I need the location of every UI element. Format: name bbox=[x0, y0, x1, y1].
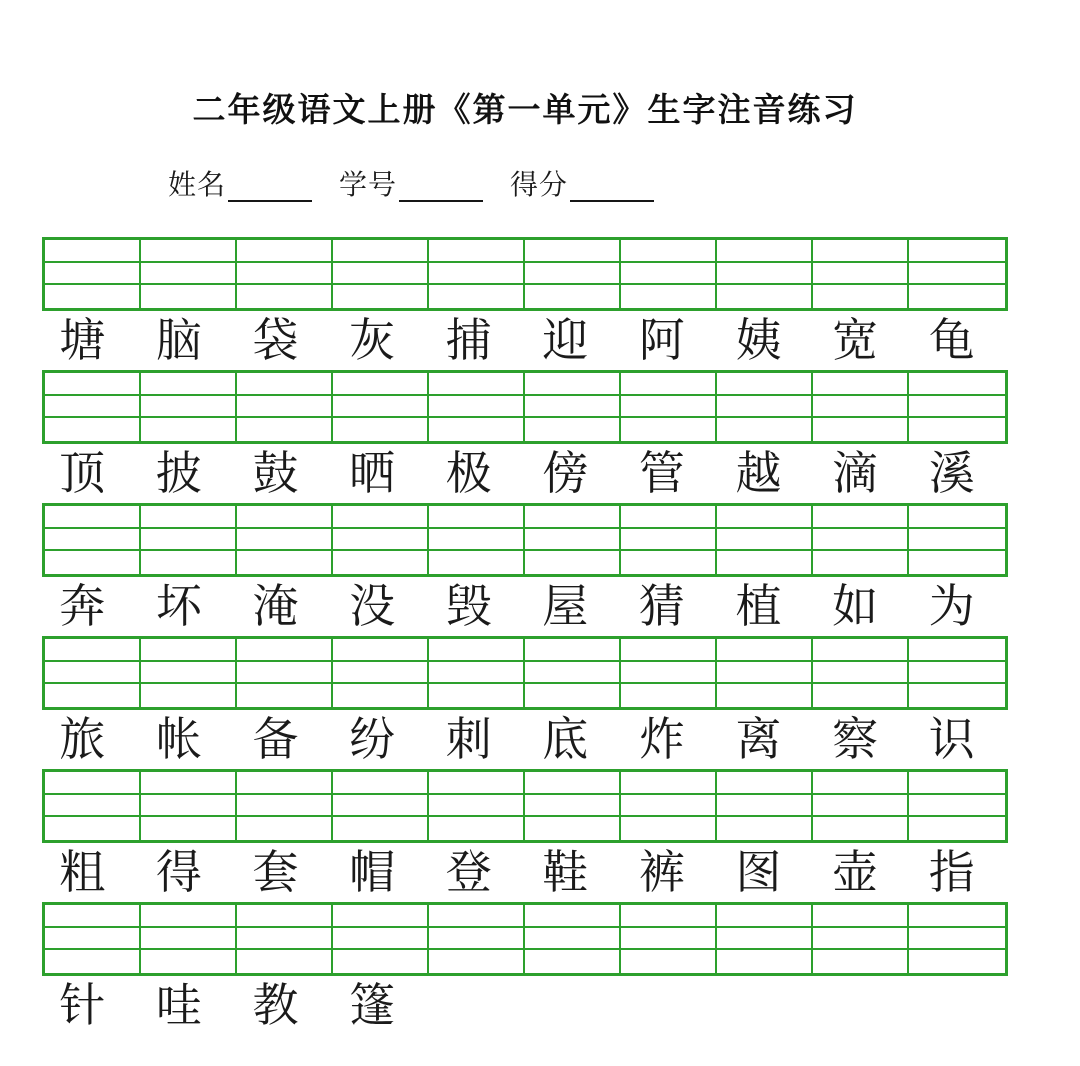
pinyin-cell[interactable] bbox=[237, 928, 333, 951]
pinyin-cell[interactable] bbox=[813, 263, 909, 286]
pinyin-cell[interactable] bbox=[333, 285, 429, 308]
pinyin-cell[interactable] bbox=[237, 418, 333, 441]
pinyin-cell[interactable] bbox=[45, 950, 141, 973]
character: 帽 bbox=[349, 845, 396, 899]
pinyin-cell[interactable] bbox=[525, 506, 621, 529]
pinyin-cell[interactable] bbox=[333, 950, 429, 973]
pinyin-cell[interactable] bbox=[429, 662, 525, 685]
student-id-label: 学号 bbox=[339, 168, 398, 201]
pinyin-cell[interactable] bbox=[429, 373, 525, 396]
info-line bbox=[168, 168, 681, 202]
pinyin-cell[interactable] bbox=[813, 418, 909, 441]
pinyin-cell[interactable] bbox=[621, 551, 717, 574]
pinyin-cell[interactable] bbox=[429, 795, 525, 818]
character: 坏 bbox=[155, 579, 202, 633]
pinyin-cell[interactable] bbox=[717, 928, 813, 951]
pinyin-cell[interactable] bbox=[909, 684, 1005, 707]
character: 披 bbox=[155, 446, 202, 500]
character: 针 bbox=[59, 978, 106, 1032]
pinyin-cell[interactable] bbox=[333, 905, 429, 928]
pinyin-cell[interactable] bbox=[141, 418, 237, 441]
pinyin-cell[interactable] bbox=[621, 662, 717, 685]
pinyin-cell[interactable] bbox=[333, 551, 429, 574]
pinyin-cell[interactable] bbox=[333, 263, 429, 286]
pinyin-cell[interactable] bbox=[909, 817, 1005, 840]
character: 越 bbox=[735, 446, 782, 500]
character: 植 bbox=[735, 579, 782, 633]
pinyin-cell[interactable] bbox=[333, 662, 429, 685]
score-blank[interactable] bbox=[570, 169, 654, 202]
character: 壶 bbox=[832, 845, 879, 899]
pinyin-cell[interactable] bbox=[813, 795, 909, 818]
score-field bbox=[510, 168, 654, 202]
pinyin-cell[interactable] bbox=[141, 551, 237, 574]
pinyin-cell[interactable] bbox=[333, 772, 429, 795]
pinyin-cell[interactable] bbox=[429, 529, 525, 552]
pinyin-cell[interactable] bbox=[717, 529, 813, 552]
pinyin-cell[interactable] bbox=[429, 639, 525, 662]
pinyin-writing-grid bbox=[42, 237, 1008, 311]
pinyin-cell[interactable] bbox=[237, 529, 333, 552]
pinyin-cell[interactable] bbox=[45, 662, 141, 685]
pinyin-cell[interactable] bbox=[717, 817, 813, 840]
pinyin-cell[interactable] bbox=[909, 639, 1005, 662]
pinyin-cell[interactable] bbox=[525, 396, 621, 419]
pinyin-cell[interactable] bbox=[525, 684, 621, 707]
practice-block bbox=[42, 503, 1008, 636]
practice-block bbox=[42, 902, 1008, 1035]
character: 极 bbox=[445, 446, 492, 500]
pinyin-cell[interactable] bbox=[525, 285, 621, 308]
character: 离 bbox=[735, 712, 782, 766]
character-row bbox=[34, 843, 1000, 902]
pinyin-cell[interactable] bbox=[525, 795, 621, 818]
pinyin-writing-grid bbox=[42, 769, 1008, 843]
pinyin-cell[interactable] bbox=[237, 240, 333, 263]
pinyin-cell[interactable] bbox=[525, 662, 621, 685]
pinyin-cell[interactable] bbox=[237, 795, 333, 818]
pinyin-cell[interactable] bbox=[717, 684, 813, 707]
character: 宽 bbox=[832, 313, 879, 367]
pinyin-cell[interactable] bbox=[237, 263, 333, 286]
pinyin-cell[interactable] bbox=[429, 240, 525, 263]
pinyin-cell[interactable] bbox=[909, 662, 1005, 685]
pinyin-cell[interactable] bbox=[237, 684, 333, 707]
practice-block bbox=[42, 237, 1008, 370]
pinyin-cell[interactable] bbox=[621, 418, 717, 441]
character: 滴 bbox=[832, 446, 879, 500]
character bbox=[903, 976, 1000, 1035]
pinyin-cell[interactable] bbox=[237, 551, 333, 574]
pinyin-cell[interactable] bbox=[909, 928, 1005, 951]
pinyin-cell[interactable] bbox=[717, 285, 813, 308]
pinyin-cell[interactable] bbox=[813, 928, 909, 951]
pinyin-cell[interactable] bbox=[909, 396, 1005, 419]
pinyin-cell[interactable] bbox=[717, 772, 813, 795]
student-id-field bbox=[339, 168, 483, 202]
pinyin-cell[interactable] bbox=[45, 639, 141, 662]
pinyin-cell[interactable] bbox=[717, 551, 813, 574]
pinyin-cell[interactable] bbox=[621, 817, 717, 840]
pinyin-cell[interactable] bbox=[621, 905, 717, 928]
pinyin-cell[interactable] bbox=[141, 817, 237, 840]
pinyin-cell[interactable] bbox=[141, 506, 237, 529]
pinyin-writing-grid bbox=[42, 636, 1008, 710]
character: 袋 bbox=[252, 313, 299, 367]
character: 篷 bbox=[349, 978, 396, 1032]
pinyin-cell[interactable] bbox=[813, 396, 909, 419]
character: 塘 bbox=[59, 313, 106, 367]
pinyin-cell[interactable] bbox=[717, 418, 813, 441]
name-blank[interactable] bbox=[228, 169, 312, 202]
pinyin-cell[interactable] bbox=[333, 373, 429, 396]
character: 纷 bbox=[349, 712, 396, 766]
pinyin-cell[interactable] bbox=[333, 240, 429, 263]
pinyin-cell[interactable] bbox=[525, 772, 621, 795]
pinyin-cell[interactable] bbox=[333, 506, 429, 529]
pinyin-cell[interactable] bbox=[237, 817, 333, 840]
pinyin-cell[interactable] bbox=[909, 240, 1005, 263]
character: 溪 bbox=[928, 446, 975, 500]
pinyin-cell[interactable] bbox=[45, 905, 141, 928]
pinyin-cell[interactable] bbox=[813, 373, 909, 396]
character: 登 bbox=[445, 845, 492, 899]
character: 淹 bbox=[252, 579, 299, 633]
pinyin-cell[interactable] bbox=[45, 240, 141, 263]
character: 鞋 bbox=[542, 845, 589, 899]
pinyin-cell[interactable] bbox=[429, 396, 525, 419]
pinyin-cell[interactable] bbox=[813, 817, 909, 840]
pinyin-cell[interactable] bbox=[813, 772, 909, 795]
pinyin-cell[interactable] bbox=[717, 662, 813, 685]
pinyin-cell[interactable] bbox=[333, 684, 429, 707]
pinyin-cell[interactable] bbox=[333, 795, 429, 818]
pinyin-cell[interactable] bbox=[717, 263, 813, 286]
character: 图 bbox=[735, 845, 782, 899]
pinyin-cell[interactable] bbox=[909, 373, 1005, 396]
pinyin-cell[interactable] bbox=[45, 506, 141, 529]
pinyin-cell[interactable] bbox=[333, 817, 429, 840]
pinyin-cell[interactable] bbox=[525, 905, 621, 928]
pinyin-cell[interactable] bbox=[621, 529, 717, 552]
pinyin-cell[interactable] bbox=[141, 263, 237, 286]
score-label: 得分 bbox=[510, 168, 569, 201]
pinyin-cell[interactable] bbox=[909, 285, 1005, 308]
pinyin-cell[interactable] bbox=[909, 263, 1005, 286]
character: 猜 bbox=[638, 579, 685, 633]
character: 奔 bbox=[59, 579, 106, 633]
character bbox=[517, 976, 614, 1035]
pinyin-cell[interactable] bbox=[909, 506, 1005, 529]
pinyin-cell[interactable] bbox=[717, 240, 813, 263]
pinyin-cell[interactable] bbox=[141, 396, 237, 419]
pinyin-cell[interactable] bbox=[429, 905, 525, 928]
character: 鼓 bbox=[252, 446, 299, 500]
pinyin-cell[interactable] bbox=[621, 950, 717, 973]
pinyin-cell[interactable] bbox=[813, 285, 909, 308]
pinyin-cell[interactable] bbox=[45, 817, 141, 840]
pinyin-cell[interactable] bbox=[909, 950, 1005, 973]
character: 哇 bbox=[155, 978, 202, 1032]
character bbox=[807, 976, 904, 1035]
pinyin-cell[interactable] bbox=[429, 551, 525, 574]
pinyin-cell[interactable] bbox=[333, 639, 429, 662]
pinyin-cell[interactable] bbox=[621, 506, 717, 529]
pinyin-cell[interactable] bbox=[525, 373, 621, 396]
character: 阿 bbox=[638, 313, 685, 367]
character: 没 bbox=[349, 579, 396, 633]
pinyin-cell[interactable] bbox=[813, 662, 909, 685]
character: 教 bbox=[252, 978, 299, 1032]
pinyin-cell[interactable] bbox=[717, 506, 813, 529]
pinyin-cell[interactable] bbox=[45, 529, 141, 552]
character: 粗 bbox=[59, 845, 106, 899]
pinyin-cell[interactable] bbox=[813, 950, 909, 973]
pinyin-cell[interactable] bbox=[141, 373, 237, 396]
pinyin-cell[interactable] bbox=[717, 905, 813, 928]
pinyin-cell[interactable] bbox=[525, 551, 621, 574]
pinyin-cell[interactable] bbox=[237, 639, 333, 662]
pinyin-cell[interactable] bbox=[909, 795, 1005, 818]
character-row bbox=[34, 444, 1000, 503]
character bbox=[420, 976, 517, 1035]
pinyin-cell[interactable] bbox=[525, 529, 621, 552]
pinyin-cell[interactable] bbox=[909, 905, 1005, 928]
pinyin-cell[interactable] bbox=[525, 950, 621, 973]
pinyin-cell[interactable] bbox=[45, 373, 141, 396]
character: 备 bbox=[252, 712, 299, 766]
pinyin-cell[interactable] bbox=[45, 418, 141, 441]
pinyin-cell[interactable] bbox=[429, 418, 525, 441]
character bbox=[710, 976, 807, 1035]
pinyin-cell[interactable] bbox=[717, 639, 813, 662]
pinyin-cell[interactable] bbox=[621, 285, 717, 308]
pinyin-cell[interactable] bbox=[621, 639, 717, 662]
character: 灰 bbox=[349, 313, 396, 367]
character: 察 bbox=[832, 712, 879, 766]
pinyin-cell[interactable] bbox=[909, 418, 1005, 441]
character: 得 bbox=[155, 845, 202, 899]
pinyin-cell[interactable] bbox=[45, 551, 141, 574]
pinyin-cell[interactable] bbox=[141, 662, 237, 685]
pinyin-cell[interactable] bbox=[621, 373, 717, 396]
pinyin-cell[interactable] bbox=[333, 418, 429, 441]
pinyin-cell[interactable] bbox=[141, 950, 237, 973]
pinyin-cell[interactable] bbox=[909, 551, 1005, 574]
pinyin-cell[interactable] bbox=[45, 396, 141, 419]
character bbox=[614, 976, 711, 1035]
pinyin-writing-grid bbox=[42, 902, 1008, 976]
character: 管 bbox=[638, 446, 685, 500]
pinyin-cell[interactable] bbox=[429, 263, 525, 286]
character-row bbox=[34, 577, 1000, 636]
pinyin-cell[interactable] bbox=[141, 639, 237, 662]
pinyin-cell[interactable] bbox=[237, 905, 333, 928]
pinyin-cell[interactable] bbox=[45, 928, 141, 951]
pinyin-cell[interactable] bbox=[429, 285, 525, 308]
character: 捕 bbox=[445, 313, 492, 367]
pinyin-cell[interactable] bbox=[813, 639, 909, 662]
character: 裤 bbox=[638, 845, 685, 899]
character: 迎 bbox=[542, 313, 589, 367]
pinyin-cell[interactable] bbox=[237, 950, 333, 973]
practice-blocks bbox=[42, 237, 1008, 1035]
character: 底 bbox=[542, 712, 589, 766]
practice-block bbox=[42, 769, 1008, 902]
character: 姨 bbox=[735, 313, 782, 367]
pinyin-cell[interactable] bbox=[141, 684, 237, 707]
pinyin-cell[interactable] bbox=[813, 684, 909, 707]
pinyin-cell[interactable] bbox=[621, 795, 717, 818]
pinyin-cell[interactable] bbox=[45, 795, 141, 818]
pinyin-cell[interactable] bbox=[429, 684, 525, 707]
pinyin-cell[interactable] bbox=[909, 529, 1005, 552]
character-row bbox=[34, 311, 1000, 370]
character: 如 bbox=[832, 579, 879, 633]
name-field bbox=[168, 168, 312, 202]
pinyin-cell[interactable] bbox=[429, 817, 525, 840]
pinyin-cell[interactable] bbox=[717, 950, 813, 973]
character: 旅 bbox=[59, 712, 106, 766]
pinyin-cell[interactable] bbox=[45, 285, 141, 308]
pinyin-cell[interactable] bbox=[717, 373, 813, 396]
character: 龟 bbox=[928, 313, 975, 367]
pinyin-cell[interactable] bbox=[429, 506, 525, 529]
pinyin-cell[interactable] bbox=[141, 240, 237, 263]
pinyin-cell[interactable] bbox=[525, 639, 621, 662]
pinyin-cell[interactable] bbox=[333, 529, 429, 552]
pinyin-cell[interactable] bbox=[813, 506, 909, 529]
character: 炸 bbox=[638, 712, 685, 766]
pinyin-cell[interactable] bbox=[813, 240, 909, 263]
character-row bbox=[34, 710, 1000, 769]
pinyin-writing-grid bbox=[42, 370, 1008, 444]
pinyin-cell[interactable] bbox=[237, 373, 333, 396]
pinyin-cell[interactable] bbox=[717, 396, 813, 419]
pinyin-cell[interactable] bbox=[621, 396, 717, 419]
character: 为 bbox=[928, 579, 975, 633]
character: 套 bbox=[252, 845, 299, 899]
character: 毁 bbox=[445, 579, 492, 633]
pinyin-cell[interactable] bbox=[621, 684, 717, 707]
pinyin-cell[interactable] bbox=[429, 928, 525, 951]
pinyin-cell[interactable] bbox=[45, 772, 141, 795]
pinyin-cell[interactable] bbox=[621, 928, 717, 951]
pinyin-cell[interactable] bbox=[525, 928, 621, 951]
pinyin-cell[interactable] bbox=[525, 817, 621, 840]
pinyin-cell[interactable] bbox=[141, 905, 237, 928]
character: 屋 bbox=[542, 579, 589, 633]
pinyin-cell[interactable] bbox=[333, 396, 429, 419]
character: 傍 bbox=[542, 446, 589, 500]
pinyin-cell[interactable] bbox=[141, 529, 237, 552]
pinyin-cell[interactable] bbox=[45, 263, 141, 286]
character: 顶 bbox=[59, 446, 106, 500]
pinyin-cell[interactable] bbox=[429, 772, 525, 795]
pinyin-cell[interactable] bbox=[141, 285, 237, 308]
student-id-blank[interactable] bbox=[399, 169, 483, 202]
character: 识 bbox=[928, 712, 975, 766]
pinyin-cell[interactable] bbox=[237, 285, 333, 308]
pinyin-cell[interactable] bbox=[525, 240, 621, 263]
character-row bbox=[34, 976, 1000, 1035]
practice-block bbox=[42, 636, 1008, 769]
practice-block bbox=[42, 370, 1008, 503]
character: 晒 bbox=[349, 446, 396, 500]
pinyin-cell[interactable] bbox=[813, 529, 909, 552]
character: 刺 bbox=[445, 712, 492, 766]
pinyin-cell[interactable] bbox=[45, 684, 141, 707]
pinyin-cell[interactable] bbox=[813, 905, 909, 928]
pinyin-writing-grid bbox=[42, 503, 1008, 577]
pinyin-cell[interactable] bbox=[621, 263, 717, 286]
pinyin-cell[interactable] bbox=[717, 795, 813, 818]
pinyin-cell[interactable] bbox=[525, 418, 621, 441]
pinyin-cell[interactable] bbox=[429, 950, 525, 973]
pinyin-cell[interactable] bbox=[141, 795, 237, 818]
pinyin-cell[interactable] bbox=[237, 396, 333, 419]
pinyin-cell[interactable] bbox=[525, 263, 621, 286]
pinyin-cell[interactable] bbox=[621, 772, 717, 795]
pinyin-cell[interactable] bbox=[237, 506, 333, 529]
pinyin-cell[interactable] bbox=[333, 928, 429, 951]
pinyin-cell[interactable] bbox=[237, 662, 333, 685]
character: 指 bbox=[928, 845, 975, 899]
pinyin-cell[interactable] bbox=[141, 772, 237, 795]
character: 脑 bbox=[155, 313, 202, 367]
pinyin-cell[interactable] bbox=[813, 551, 909, 574]
name-label: 姓名 bbox=[168, 168, 227, 201]
pinyin-cell[interactable] bbox=[237, 772, 333, 795]
pinyin-cell[interactable] bbox=[141, 928, 237, 951]
character: 帐 bbox=[155, 712, 202, 766]
page-title: 二年级语文上册《第一单元》生字注音练习 bbox=[192, 91, 858, 128]
pinyin-cell[interactable] bbox=[621, 240, 717, 263]
pinyin-cell[interactable] bbox=[909, 772, 1005, 795]
